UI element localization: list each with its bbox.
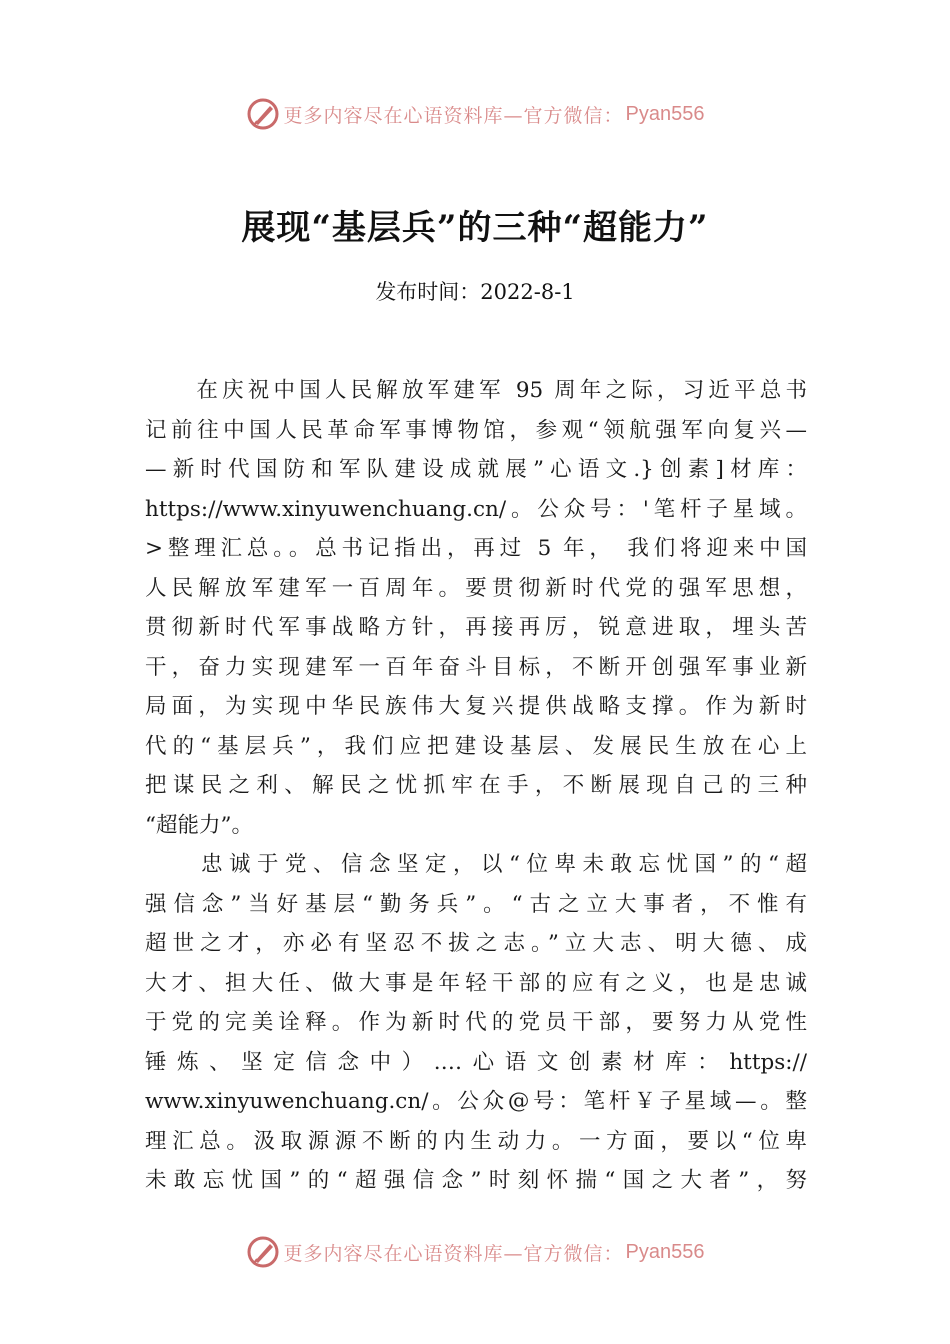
banner-text: 更多内容尽在心语资料库—官方微信：: [283, 104, 624, 127]
text-line: 贯彻新时代军事战略方针，再接再厉，锐意进取，埋头苦: [145, 615, 807, 640]
paragraph-2: [145, 845, 807, 1201]
text-line: 干，奋力实现建军一百年奋斗目标，不断开创强军事业新: [145, 654, 807, 680]
quill-logo-icon: [246, 1235, 280, 1269]
text-line: 大才、担大任、做大事是年轻干部的应有之义，也是忠诚: [145, 970, 807, 996]
text-line: —新时代国防和军队建设成就展”心语文.}创素]材库：: [145, 457, 807, 482]
text-line: 局面，为实现中华民族伟大复兴提供战略支撑。作为新时: [145, 694, 807, 719]
text-line: 人民解放军建军一百周年。要贯彻新时代党的强军思想，: [145, 575, 807, 601]
text-line: 未敢忘忧国”的“超强信念”时刻怀揣“国之大者”，努: [145, 1168, 807, 1193]
text-line: 把谋民之利、解民之忧抓牢在手，不断展现自己的三种: [145, 773, 807, 798]
text-line: >整理汇总。。总书记指出，再过 5 年， 我们将迎来中国: [145, 536, 807, 561]
article-title: 展现“基层兵”的三种“超能力”: [241, 208, 709, 248]
banner-wechat-id: Pyan556: [625, 102, 705, 125]
text-line: 记前往中国人民革命军事博物馆，参观“领航强军向复兴—: [145, 417, 807, 443]
text-line: https://www.xinyuwenchuang.cn/。公众号：'笔杆子星域。: [145, 496, 807, 522]
paragraph-1: [145, 371, 807, 845]
text-line: 于党的完美诠释。作为新时代的党员干部，要努力从党性: [145, 1010, 807, 1035]
publish-date: 发布时间：2022-8-1: [375, 280, 575, 304]
text-line: 忠诚于党、信念坚定，以“位卑未敢忘忧国”的“超: [145, 852, 807, 877]
text-line: 在庆祝中国人民解放军建军 95 周年之际，习近平总书: [145, 378, 807, 403]
text-line: 超世之才，亦必有坚忍不拔之志。”立大志、明大德、成: [145, 931, 807, 956]
banner-text: 更多内容尽在心语资料库—官方微信：: [283, 1242, 624, 1265]
text-line: www.xinyuwenchuang.cn/。公众@号：笔杆￥子星域—。整: [145, 1089, 807, 1114]
text-line: 锤炼、坚定信念中）.…心语文创素材库：https://: [145, 1049, 807, 1075]
article-body: [145, 371, 807, 1201]
text-line: 强信念”当好基层“勤务兵”。“古之立大事者，不惟有: [145, 891, 807, 917]
banner-wechat-id: Pyan556: [625, 1240, 705, 1263]
text-line: “超能力”。: [145, 812, 253, 838]
quill-logo-icon: [246, 97, 280, 131]
text-line: 理汇总。汲取源源不断的内生动力。一方面，要以“位卑: [145, 1128, 807, 1154]
footer-watermark-banner: [0, 1232, 950, 1272]
text-line: 代的“基层兵”，我们应把建设基层、发展民生放在心上: [145, 733, 807, 759]
header-watermark-banner: [0, 94, 950, 134]
